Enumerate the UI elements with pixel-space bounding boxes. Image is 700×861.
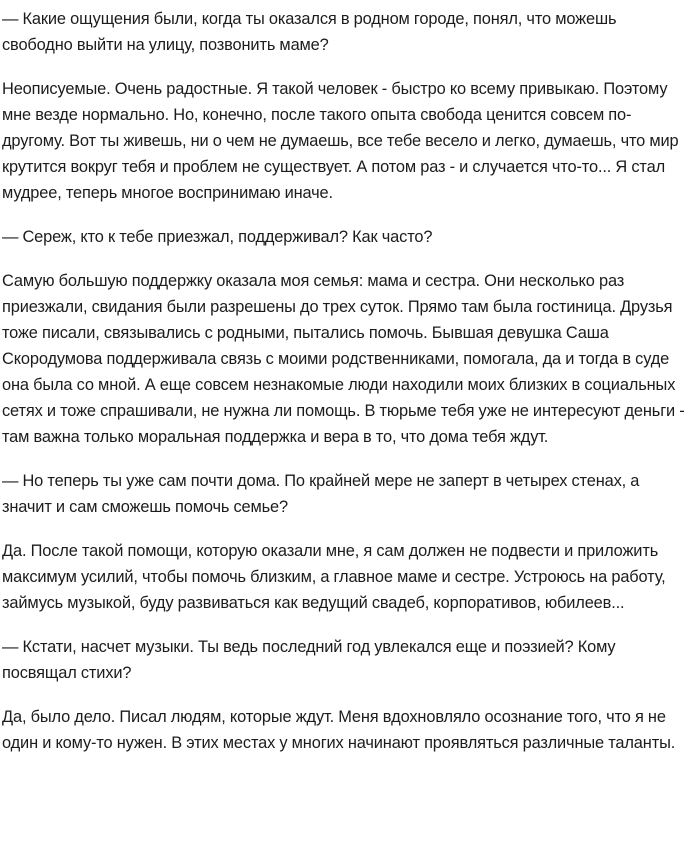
interview-answer: Неописуемые. Очень радостные. Я такой человек - быстро ко всему привыкаю. Поэтому мне везде нормально. Но, конечно, после такого опыта свобода ценится совсем по-другому. Вот ты живешь, ни о чем не думаешь, все тебе весело и легко, думаешь, что мир крутится вокруг тебя и проблем не существует. А потом раз - и случается что-то... Я стал мудрее, теперь многое воспринимаю иначе. [2, 79, 679, 202]
interview-answer: Да, было дело. Писал людям, которые ждут. Меня вдохновляло осознание того, что я не один и кому-то нужен. В этих местах у многих начинают проявляться различные таланты. [2, 707, 676, 752]
interview-answer: Да. После такой помощи, которую оказали мне, я сам должен не подвести и приложить максимум усилий, чтобы помочь близким, а главное маме и сестре. Устроюсь на работу, займусь музыкой, буду развиваться как ведущий свадеб, корпоративов, юбилеев... [2, 541, 666, 612]
interview-question: — Какие ощущения были, когда ты оказался в родном городе, понял, что можешь свободно выйти на улицу, позвонить маме? [2, 9, 617, 54]
interview-question: — Но теперь ты уже сам почти дома. По крайней мере не заперт в четырех стенах, а значит и сам сможешь помочь семье? [2, 471, 640, 516]
interview-article [2, 6, 688, 756]
interview-question: — Сереж, кто к тебе приезжал, поддерживал? Как часто? [2, 227, 433, 246]
interview-question: — Кстати, насчет музыки. Ты ведь последний год увлекался еще и поэзией? Кому посвящал стихи? [2, 637, 616, 682]
interview-answer: Самую большую поддержку оказала моя семья: мама и сестра. Они несколько раз приезжали, свидания были разрешены до трех суток. Прямо там была гостиница. Друзья тоже писали, связывались с родными, пытались помочь. Бывшая девушка Саша Скородумова поддерживала связь с моими родственниками, помогала, да и тогда в суде она была со мной. А еще совсем незнакомые люди находили моих близких в социальных сетях и тоже спрашивали, не нужна ли помощь. В тюрьме тебя уже не интересуют деньги - там важна только моральная поддержка и вера в то, что дома тебя ждут. [2, 271, 685, 446]
